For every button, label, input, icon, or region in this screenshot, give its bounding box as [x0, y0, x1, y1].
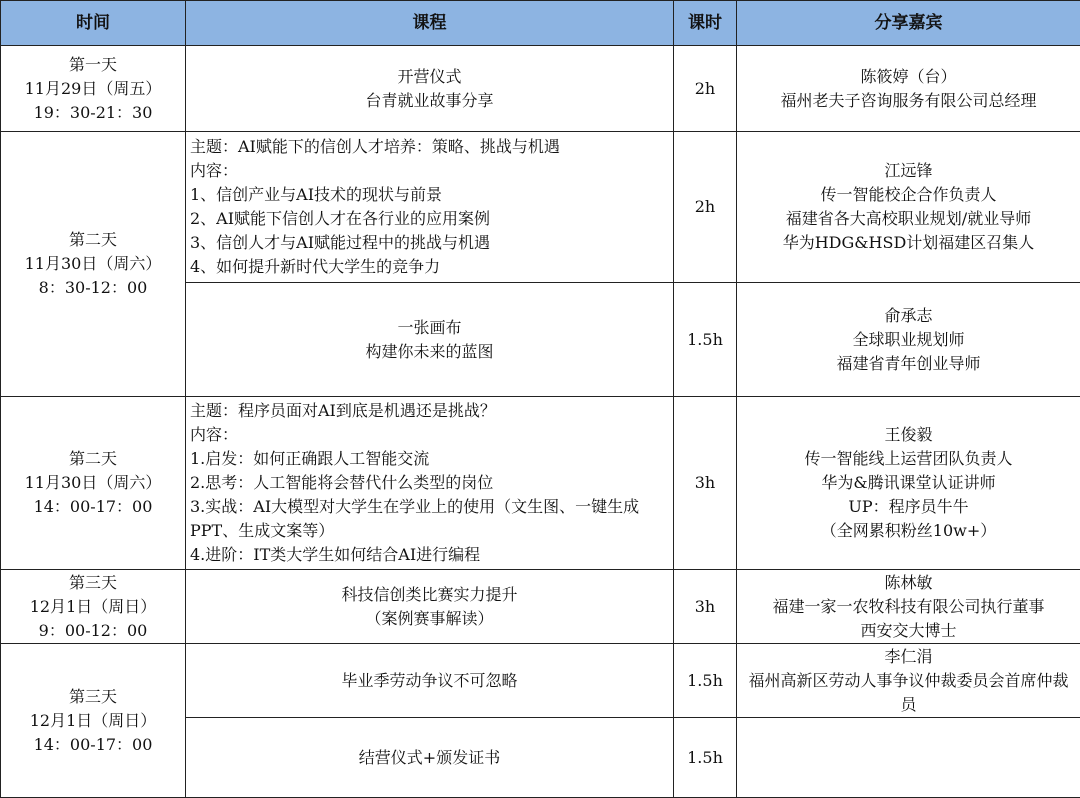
course-cell — [186, 570, 674, 644]
course-line: 台青就业故事分享 — [365, 90, 494, 110]
table-row — [1, 644, 1080, 718]
course-line: 3、信创人才与AI赋能过程中的挑战与机遇 — [190, 233, 491, 252]
guest-line: 福州老夫子咨询服务有限公司总经理 — [780, 90, 1037, 110]
guest-line: 传一智能校企合作负责人 — [820, 185, 997, 204]
course-line: 1.启发：如何正确跟人工智能交流 — [190, 449, 430, 468]
course-cell — [186, 397, 674, 570]
time-cell — [1, 46, 186, 132]
guest-line: 李仁涓 — [884, 646, 933, 666]
time-range: 9：00-12：00 — [38, 620, 148, 640]
course-line: 主题：程序员面对AI到底是机遇还是挑战？ — [190, 401, 496, 420]
guest-line: 江远锋 — [884, 161, 933, 180]
course-cell — [186, 644, 674, 718]
hours-cell: 2h — [674, 46, 737, 132]
guest-line: 福州高新区劳动人事争议仲裁委员会首席仲裁员 — [748, 670, 1069, 714]
course-line: （案例赛事解读） — [365, 608, 494, 628]
guest-cell — [737, 570, 1080, 644]
guest-line: 福建省青年创业导师 — [836, 353, 981, 373]
course-cell — [186, 132, 674, 283]
table-row — [1, 46, 1080, 132]
guest-cell — [737, 132, 1080, 283]
course-line: 主题：AI赋能下的信创人才培养：策略、挑战与机遇 — [190, 137, 560, 156]
hours-cell: 1.5h — [674, 283, 737, 397]
time-range: 14：00-17：00 — [33, 734, 153, 754]
course-line: 4.进阶：IT类大学生如何结合AI进行编程 — [190, 545, 481, 564]
date-label: 12月1日（周日） — [29, 596, 157, 616]
guest-line: 陈筱婷（台） — [860, 66, 957, 86]
course-cell — [186, 718, 674, 798]
table-row — [1, 570, 1080, 644]
guest-line: 王俊毅 — [884, 425, 933, 444]
course-line: 毕业季劳动争议不可忽略 — [341, 670, 518, 690]
guest-line: 华为HDG&HSD计划福建区召集人 — [782, 233, 1035, 252]
time-cell — [1, 132, 186, 397]
guest-line: 全球职业规划师 — [852, 329, 965, 349]
time-cell — [1, 644, 186, 798]
course-line: 科技信创类比赛实力提升 — [341, 584, 518, 604]
time-cell — [1, 397, 186, 570]
hours-cell: 3h — [674, 570, 737, 644]
date-label: 11月30日（周六） — [24, 473, 162, 492]
guest-cell — [737, 397, 1080, 570]
time-range: 14：00-17：00 — [33, 497, 153, 516]
guest-cell — [737, 283, 1080, 397]
course-line: 内容： — [190, 161, 239, 180]
time-range: 8：30-12：00 — [38, 278, 148, 297]
table-row — [1, 132, 1080, 283]
course-line: 2.思考：人工智能将会替代什么类型的岗位 — [190, 473, 494, 492]
course-line: 1、信创产业与AI技术的现状与前景 — [190, 185, 443, 204]
guest-line: （全网累积粉丝10w+） — [820, 521, 997, 540]
day-label: 第二天 — [68, 449, 117, 468]
header-course: 课程 — [186, 1, 674, 46]
day-label: 第三天 — [68, 686, 117, 706]
day-label: 第三天 — [68, 572, 117, 592]
time-cell — [1, 570, 186, 644]
course-line: 4、如何提升新时代大学生的竞争力 — [190, 257, 441, 276]
guest-line: 福建一家一农牧科技有限公司执行董事 — [772, 596, 1045, 616]
guest-line: 传一智能线上运营团队负责人 — [804, 449, 1013, 468]
header-time: 时间 — [1, 1, 186, 46]
hours-cell: 1.5h — [674, 718, 737, 798]
course-line: 2、AI赋能下信创人才在各行业的应用案例 — [190, 209, 491, 228]
course-line: 3.实战：AI大模型对大学生在学业上的使用（文生图、一键生成PPT、生成文案等） — [190, 497, 640, 540]
course-line: 构建你未来的蓝图 — [365, 341, 494, 361]
course-line: 结营仪式+颁发证书 — [358, 747, 501, 767]
time-range: 19：30-21：30 — [33, 102, 153, 122]
course-cell — [186, 46, 674, 132]
table-row — [1, 397, 1080, 570]
guest-line: 福建省各大高校职业规划/就业导师 — [785, 209, 1032, 228]
guest-line: UP：程序员牛牛 — [848, 497, 969, 516]
date-label: 11月29日（周五） — [24, 78, 162, 98]
date-label: 12月1日（周日） — [29, 710, 157, 730]
hours-cell: 3h — [674, 397, 737, 570]
header-guest: 分享嘉宾 — [737, 1, 1080, 46]
course-line: 一张画布 — [397, 317, 462, 337]
guest-line: 西安交大博士 — [860, 620, 957, 640]
guest-cell — [737, 644, 1080, 718]
day-label: 第一天 — [68, 54, 117, 74]
hours-cell: 1.5h — [674, 644, 737, 718]
course-line: 开营仪式 — [397, 66, 462, 86]
course-cell — [186, 283, 674, 397]
guest-cell — [737, 46, 1080, 132]
header-row — [1, 1, 1080, 46]
guest-line: 陈林敏 — [884, 572, 933, 592]
hours-cell: 2h — [674, 132, 737, 283]
guest-line: 俞承志 — [884, 305, 933, 325]
header-hours: 课时 — [674, 1, 737, 46]
guest-cell — [737, 718, 1080, 798]
date-label: 11月30日（周六） — [24, 254, 162, 273]
guest-line: 华为&腾讯课堂认证讲师 — [821, 473, 996, 492]
course-line: 内容： — [190, 425, 239, 444]
day-label: 第二天 — [68, 230, 117, 249]
